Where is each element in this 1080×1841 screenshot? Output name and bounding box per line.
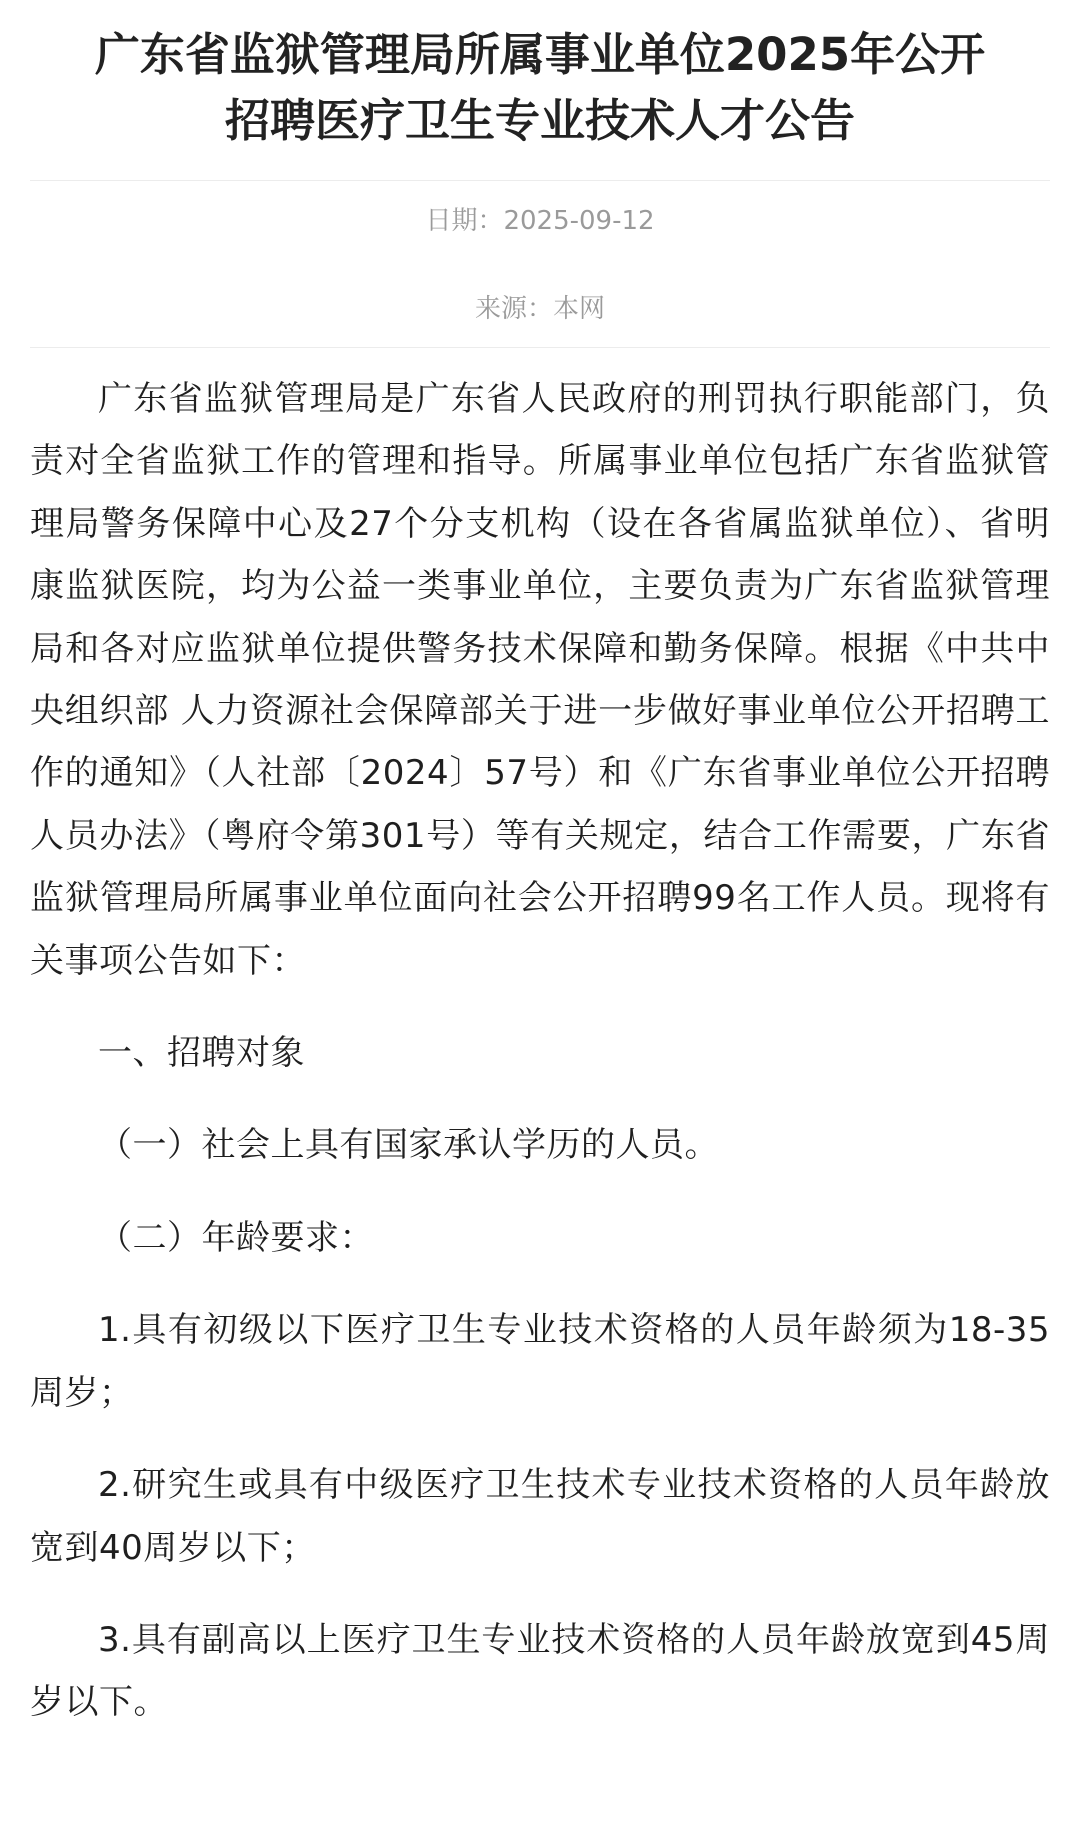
intro-paragraph: 广东省监狱管理局是广东省人民政府的刑罚执行职能部门，负责对全省监狱工作的管理和指导。所属事业单位包括广东省监狱管理局警务保障中心及27个分支机构（设在各省属监狱单位）、省明康监狱医院，均为公益一类事业单位，主要负责为广东省监狱管理局和各对应监狱单位提供警务技术保障和勤务保障。根据《中共中央组织部 人力资源社会保障部关于进一步做好事业单位公开招聘工作的通知》（人社部〔2024〕57号）和《广东省事业单位公开招聘人员办法》（粤府令第301号）等有关规定，结合工作需要，广东省监狱管理局所属事业单位面向社会公开招聘99名工作人员。现将有关事项公告如下： xyxy=(30,379,1050,981)
meta-divider xyxy=(30,347,1050,348)
publish-date: 日期：2025-09-12 xyxy=(425,206,655,236)
article-title xyxy=(30,0,1050,154)
title-divider xyxy=(30,180,1050,181)
age-rule-2: 2.研究生或具有中级医疗卫生技术专业技术资格的人员年龄放宽到40周岁以下； xyxy=(30,1465,1050,1568)
article-title-line-1: 广东省监狱管理局所属事业单位2025年公开 xyxy=(94,28,986,81)
age-rule-3: 3.具有副高以上医疗卫生专业技术资格的人员年龄放宽到45周岁以下。 xyxy=(30,1619,1050,1723)
section-heading-recruitment-target: 一、招聘对象 xyxy=(98,1033,305,1074)
item-education-requirement: （一）社会上具有国家承认学历的人员。 xyxy=(98,1125,719,1166)
age-rule-1: 1.具有初级以下医疗卫生专业技术资格的人员年龄须为18-35周岁； xyxy=(30,1310,1050,1413)
article-source: 来源：本网 xyxy=(474,294,605,324)
article-title-line-2: 招聘医疗卫生专业技术人才公告 xyxy=(224,94,855,147)
item-age-requirement: （二）年龄要求： xyxy=(98,1217,374,1258)
article-body xyxy=(30,368,1050,1734)
